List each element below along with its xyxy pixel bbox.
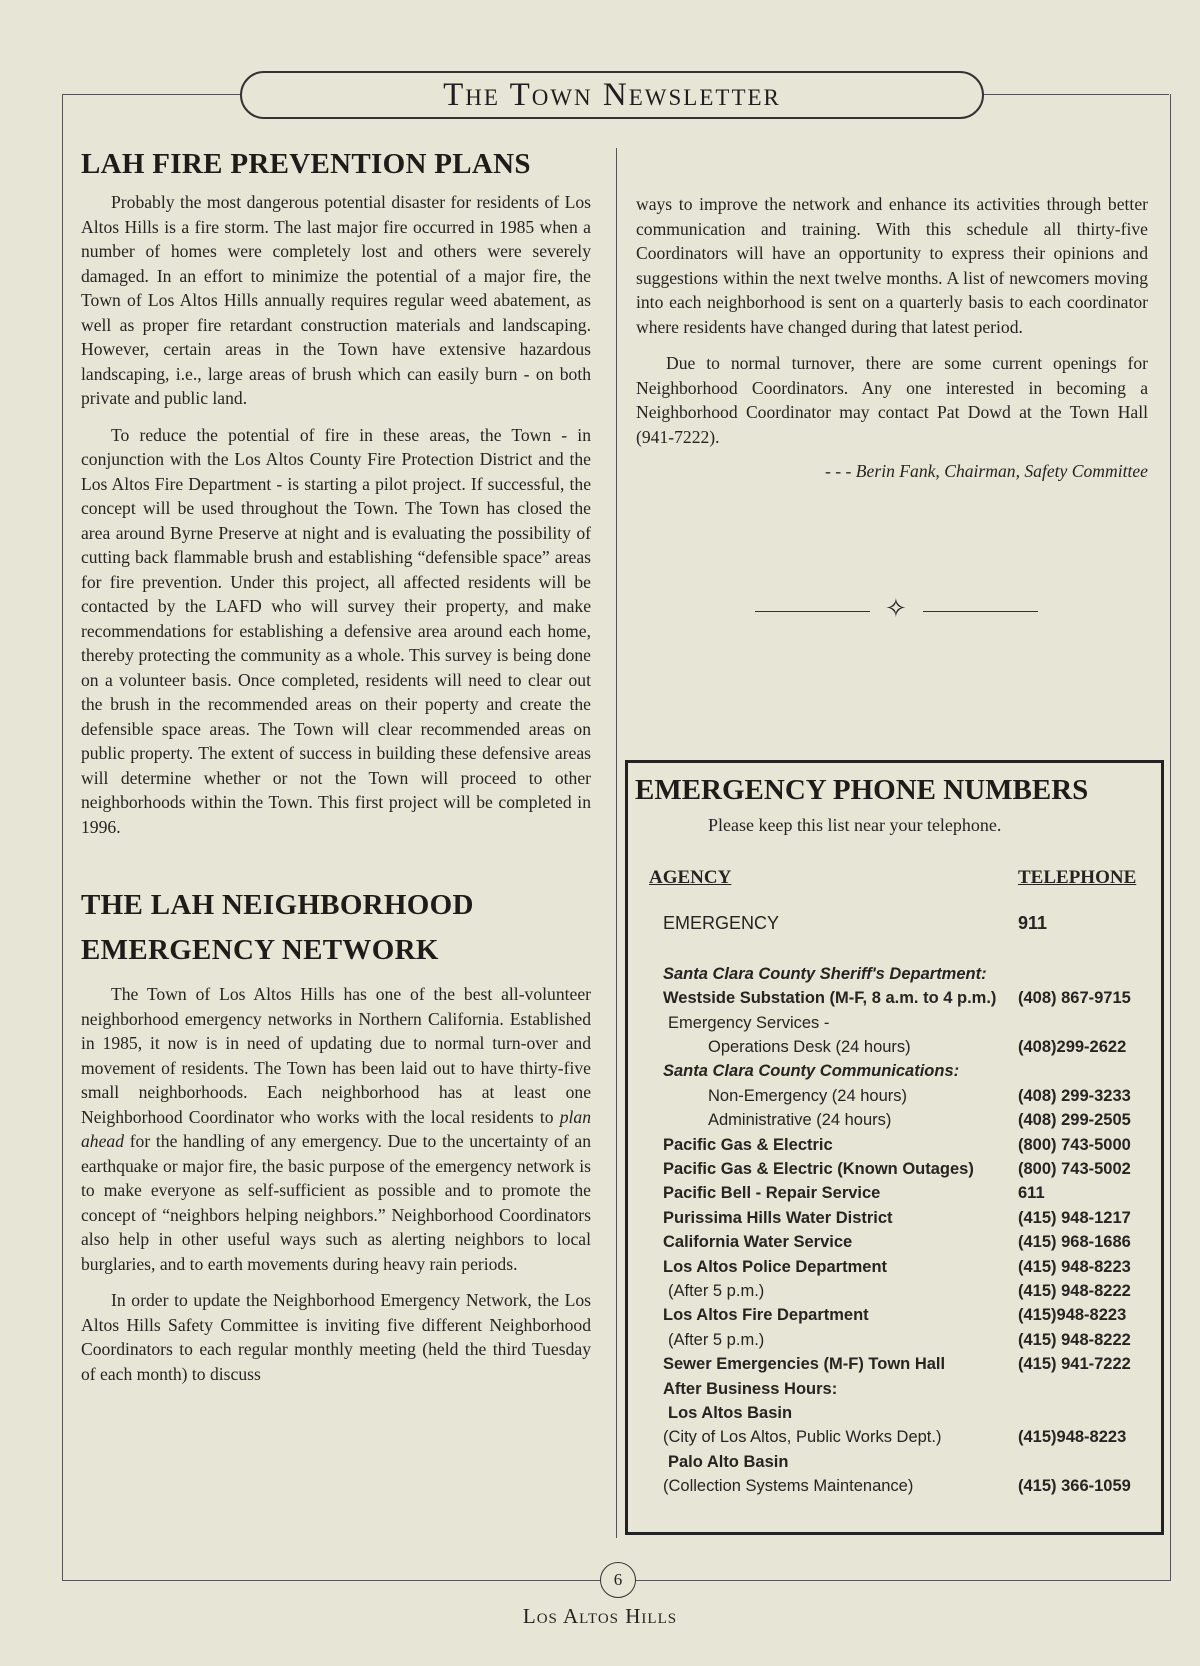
article-signature: - - - Berin Fank, Chairman, Safety Committee — [825, 461, 1148, 481]
telephone-number: (415) 948-1217 — [1018, 1209, 1131, 1227]
agency-name: Non-Emergency (24 hours) — [708, 1087, 907, 1105]
publication-name: Los Altos Hills — [522, 1604, 678, 1628]
agency-column-header: AGENCY — [649, 867, 732, 888]
agency-name: (City of Los Altos, Public Works Dept.) — [663, 1428, 942, 1446]
agency-name: Pacific Gas & Electric (Known Outages) — [663, 1160, 974, 1178]
telephone-number: (415)948-8223 — [1018, 1428, 1127, 1446]
agency-name: Administrative (24 hours) — [708, 1111, 892, 1129]
agency-name: (Collection Systems Maintenance) — [663, 1477, 914, 1495]
telephone-number: (408) 299-2505 — [1018, 1111, 1131, 1129]
emergency-row — [628, 965, 1167, 989]
emergency-row — [628, 1014, 1167, 1038]
telephone-number: (800) 743-5000 — [1018, 1136, 1131, 1154]
frame-top-rule-right — [980, 94, 1169, 95]
emergency-row — [628, 1111, 1167, 1135]
agency-name: (After 5 p.m.) — [668, 1331, 765, 1349]
telephone-number: (800) 743-5002 — [1018, 1160, 1131, 1178]
telephone-number: (415) 968-1686 — [1018, 1233, 1131, 1251]
agency-name: (After 5 p.m.) — [668, 1282, 765, 1300]
agency-name: Santa Clara County Sheriff's Department: — [663, 965, 987, 983]
plan-ahead-emphasis: plan ahead — [81, 1106, 592, 1151]
newsletter-masthead: The Town Newsletter — [240, 71, 984, 119]
frame-top-rule-left — [62, 94, 240, 95]
ornament-rule-right — [923, 611, 1038, 612]
emergency-row — [628, 1209, 1167, 1233]
emergency-row — [628, 1160, 1167, 1184]
star-ornament-icon: ✧ — [885, 594, 907, 624]
telephone-number: (408)299-2622 — [1018, 1038, 1127, 1056]
agency-name: Sewer Emergencies (M-F) Town Hall — [663, 1355, 946, 1373]
emergency-box-title: EMERGENCY PHONE NUMBERS — [635, 774, 1089, 806]
emergency-row — [628, 1355, 1167, 1379]
emergency-row — [628, 1136, 1167, 1160]
agency-name: Emergency Services - — [668, 1014, 830, 1032]
ornament-rule-left — [755, 611, 870, 612]
page-number: 6 — [600, 1562, 636, 1598]
agency-name: Los Altos Police Department — [663, 1258, 888, 1276]
fire-paragraph-2: To reduce the potential of fire in these areas, the Town - in conjunction with the Los Altos County Fire Protection District and the Los Altos Fire Department - is starting a pilot project. If successful, the concept will be used throughout the Town. The Town has closed the area around Byrne Preserve at night and is evaluating the possibility of cutting back flammable brush and establishing “defensible space” areas for fire prevention. Under this project, all affected residents will be contacted by the LAFD who will survey their property, and make recommendations for establishing a defensive area around each home, thereby protecting the community as a whole. This survey is being done on a volunteer basis. Once completed, residents will need to clear out the brush in the recommended areas on their poperty and create the defensible space areas. The Town will clear recommended areas on public property. The extent of success in building these defensive areas will determine whether or not the Town will proceed to other neighborhoods within the Town. This first project will be completed in 1996. — [81, 424, 591, 837]
telephone-number: (415) 948-8223 — [1018, 1258, 1131, 1276]
emergency-row — [628, 1062, 1167, 1086]
emergency-row — [628, 1380, 1167, 1404]
emergency-row — [628, 1087, 1167, 1111]
agency-name: Westside Substation (M-F, 8 a.m. to 4 p.m.) — [663, 989, 997, 1007]
telephone-number: 611 — [1018, 1184, 1045, 1202]
network-paragraph-2-start: In order to update the Neighborhood Emergency Network, the Los Altos Hills Safety Committee is inviting five different Neighborhood Coordinators to each regular monthly meeting (held the third Tuesday of each month) to discuss — [81, 1290, 591, 1384]
network-paragraph-1 — [81, 982, 591, 1276]
emergency-box-note: Please keep this list near your telephone. — [708, 815, 1002, 835]
fire-paragraph-1: Probably the most dangerous potential disaster for residents of Los Altos Hills is a fire storm. The last major fire occurred in 1985 when a number of homes were completely lost and others were severely damaged. In an effort to minimize the potential of a major fire, the Town of Los Altos Hills annually requires regular weed abatement, as well as proper fire retardant construction materials and landscaping. However, certain areas in the Town have extensive hazardous landscaping, i.e., large areas of brush which can easily burn - on both private and public land. — [81, 192, 591, 408]
telephone-column-header: TELEPHONE — [1018, 867, 1137, 888]
emergency-phone-box — [625, 760, 1164, 1535]
column-divider — [616, 148, 617, 1538]
agency-name: Los Altos Fire Department — [663, 1306, 869, 1324]
article-title-neighborhood-network: THE LAH NEIGHBORHOOD EMERGENCY NETWORK — [81, 889, 474, 966]
telephone-number: (415) 948-8222 — [1018, 1282, 1131, 1300]
emergency-row — [628, 1282, 1167, 1306]
agency-name: Palo Alto Basin — [668, 1453, 789, 1471]
agency-name: Pacific Gas & Electric — [663, 1136, 833, 1154]
agency-name: After Business Hours: — [663, 1380, 838, 1398]
emergency-row — [628, 1258, 1167, 1282]
emergency-row — [628, 1038, 1167, 1062]
emergency-row — [628, 1331, 1167, 1355]
emergency-row — [628, 1184, 1167, 1208]
telephone-number: 911 — [1018, 913, 1048, 933]
agency-name: Pacific Bell - Repair Service — [663, 1184, 881, 1202]
agency-name: EMERGENCY — [663, 913, 780, 933]
left-column — [81, 148, 591, 1398]
article-title-fire-prevention: LAH FIRE PREVENTION PLANS — [81, 148, 531, 180]
right-column — [636, 192, 1148, 482]
telephone-number: (415)948-8223 — [1018, 1306, 1127, 1324]
emergency-row — [628, 1404, 1167, 1428]
agency-name: Purissima Hills Water District — [663, 1209, 893, 1227]
telephone-number: (415) 948-8222 — [1018, 1331, 1131, 1349]
emergency-row — [628, 1477, 1167, 1501]
network-paragraph-1-end: for the handling of any emergency. Due to the uncertainty of an earthquake or major fire, the basic purpose of the emergency network is to make everyone as self-sufficient as possible and to promote the concept of “neighbors helping neighbors.” Neighborhood Coordinators also help in other useful ways such as alerting neighbors to local burglaries, and to earth movements during heavy rain periods. — [81, 1131, 591, 1274]
agency-name: Los Altos Basin — [668, 1404, 793, 1422]
telephone-number: (408) 299-3233 — [1018, 1087, 1131, 1105]
emergency-row — [628, 913, 1167, 937]
network-paragraph-2-continued: ways to improve the network and enhance its activities through better communication and training. With this schedule all thirty-five Coordinators will have an opportunity to express their opinions and suggestions within the next twelve months. A list of newcomers moving into each neighborhood is sent on a quarterly basis to each coordinator where residents have changed during that latest period. — [636, 194, 1148, 337]
emergency-row — [628, 1453, 1167, 1477]
network-paragraph-3: Due to normal turnover, there are some current openings for Neighborhood Coordinators. Any one interested in becoming a Neighborhood Coordinator may contact Pat Dowd at the Town Hall (941-7222). — [636, 353, 1148, 447]
emergency-row — [628, 1233, 1167, 1257]
telephone-number: (415) 941-7222 — [1018, 1355, 1131, 1373]
agency-name: Santa Clara County Communications: — [663, 1062, 960, 1080]
emergency-row — [628, 1306, 1167, 1330]
emergency-row — [628, 1428, 1167, 1452]
emergency-row — [628, 989, 1167, 1013]
agency-name: Operations Desk (24 hours) — [708, 1038, 911, 1056]
telephone-number: (408) 867-9715 — [1018, 989, 1131, 1007]
telephone-number: (415) 366-1059 — [1018, 1477, 1131, 1495]
agency-name: California Water Service — [663, 1233, 853, 1251]
section-ornament — [755, 596, 1045, 626]
network-paragraph-1-start: The Town of Los Altos Hills has one of the best all-volunteer neighborhood emergency networks in Northern California. Established in 1985, it now is in need of updating due to normal turn-over and movement of residents. The Town has been laid out to have thirty-five small neighborhoods. Each neighborhood has at least one Neighborhood Coordinator who works with the local residents to — [81, 984, 591, 1127]
